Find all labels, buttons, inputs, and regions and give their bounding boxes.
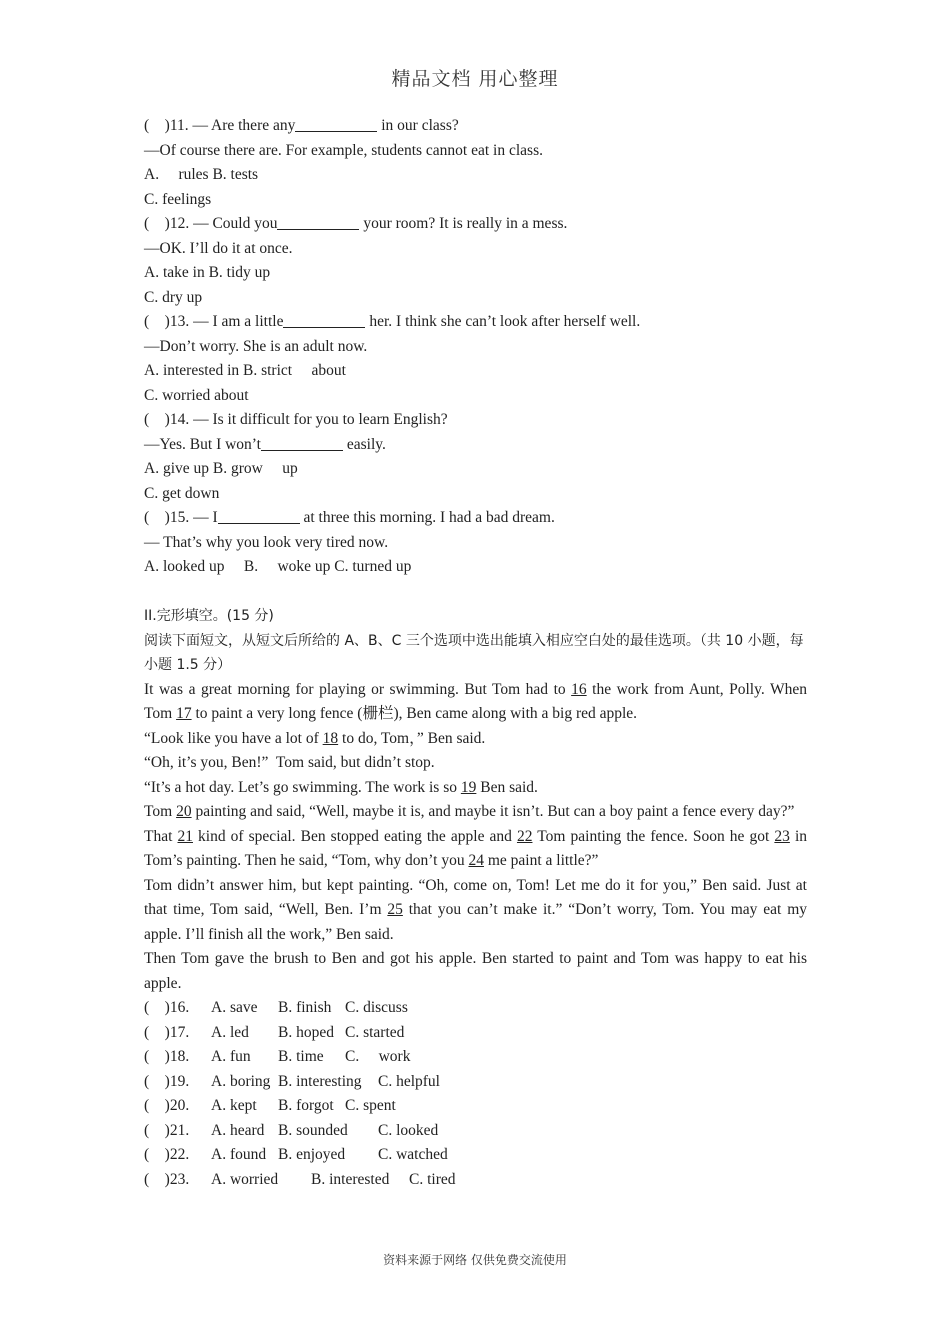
question-15: ( )15. — I at three this morning. I had a bad dream. xyxy=(144,509,555,526)
passage-paragraph: Tom 20 painting and said, “Well, maybe it is, and maybe it isn’t. But can a boy paint a fence every day?” xyxy=(144,803,795,820)
question-14-option-c: C. get down xyxy=(144,484,220,502)
answer-blank xyxy=(218,507,300,524)
blank-number: 25 xyxy=(387,901,403,918)
blank-number: 16 xyxy=(571,680,587,698)
question-12-options-ab: A. take in B. tidy up xyxy=(144,264,271,281)
question-12-option-c: C. dry up xyxy=(144,288,203,306)
answer-blank xyxy=(283,311,365,328)
blank-number: 17 xyxy=(176,705,192,722)
question-12: ( )12. — Could you your room? It is really in a mess. xyxy=(144,215,568,232)
section-instruction: 阅读下面短文，从短文后所给的 A、B、C 三个选项中选出能填入相应空白处的最佳选项。（共 10 小题，每小题 1.5 分） xyxy=(144,632,804,673)
question-14-answer: —Yes. But I won’t easily. xyxy=(144,435,386,453)
question-11: ( )11. — Are there any in our class? xyxy=(144,117,459,134)
page-footer: 资料来源于网络 仅供免费交流使用 xyxy=(383,1253,567,1267)
question-13-options-ab: A. interested in B. strict about xyxy=(144,362,346,379)
page-header: 精品文档 用心整理 xyxy=(391,68,559,90)
question-15-options: A. looked up B. woke up C. turned up xyxy=(144,558,412,575)
passage-paragraph: “It’s a hot day. Let’s go swimming. The work is so 19 Ben said. xyxy=(144,778,538,796)
question-11-answer: —Of course there are. For example, students cannot eat in class. xyxy=(144,141,543,159)
passage-paragraph: Tom didn’t answer him, but kept painting. “Oh, come on, Tom! Let me do it for you,” Ben said. Just at that time, Tom said, “Well, Ben. I’m 25 that you can’t make it.” “Don’t worry, Tom. You may eat my apple. I’ll finish all the work,” Ben said. xyxy=(144,876,807,943)
passage-paragraph: It was a great morning for playing or swimming. But Tom had to 16 the work from Aunt, Polly. When Tom 17 to paint a very long fence (栅栏), Ben came along with a big red apple. xyxy=(144,680,807,722)
passage-paragraph: “Oh, it’s you, Ben!” Tom said, but didn’t stop. xyxy=(144,754,435,771)
option-row: ( )23. A. worried B. interested C. tired xyxy=(144,1170,456,1188)
question-14: ( )14. — Is it difficult for you to learn English? xyxy=(144,411,448,428)
answer-blank xyxy=(277,213,359,230)
passage-paragraph: “Look like you have a lot of 18 to do, Tom，” Ben said. xyxy=(144,729,486,747)
blank-number: 24 xyxy=(468,852,484,869)
question-13-answer: —Don’t worry. She is an adult now. xyxy=(144,337,368,355)
question-12-answer: —OK. I’ll do it at once. xyxy=(144,239,293,257)
blank-number: 18 xyxy=(322,729,339,747)
blank-number: 19 xyxy=(460,778,477,796)
option-row: ( )18. A. fun B. time C. work xyxy=(144,1048,411,1065)
option-row: ( )16. A. save B. finish C. discuss xyxy=(144,999,408,1016)
blank-number: 22 xyxy=(516,827,533,845)
section-title: II.完形填空。(15 分) xyxy=(144,608,274,624)
question-11-options-ab: A. rules B. tests xyxy=(144,166,259,183)
option-row: ( )17. A. led B. hoped C. started xyxy=(144,1023,405,1041)
option-row: ( )20. A. kept B. forgot C. spent xyxy=(144,1097,396,1114)
option-row: ( )19. A. boring B. interesting C. helpful xyxy=(144,1072,440,1090)
blank-number: 21 xyxy=(177,827,193,845)
passage-paragraph: That 21 kind of special. Ben stopped eating the apple and 22 Tom painting the fence. Soon he got 23 in Tom’s painting. Then he said, “Tom, why don’t you 24 me paint a little?” xyxy=(144,827,807,869)
question-11-option-c: C. feelings xyxy=(144,190,212,208)
passage-paragraph: Then Tom gave the brush to Ben and got his apple. Ben started to paint and Tom was happy to eat his apple. xyxy=(144,950,807,992)
question-13: ( )13. — I am a little her. I think she can’t look after herself well. xyxy=(144,313,641,330)
document-body xyxy=(144,114,807,1192)
question-15-answer: — That’s why you look very tired now. xyxy=(144,533,389,551)
blank-number: 20 xyxy=(176,803,192,820)
question-13-option-c: C. worried about xyxy=(144,386,249,404)
question-14-options-ab: A. give up B. grow up xyxy=(144,460,298,477)
answer-blank xyxy=(295,115,377,132)
answer-blank xyxy=(261,434,343,451)
option-row: ( )21. A. heard B. sounded C. looked xyxy=(144,1121,439,1139)
blank-number: 23 xyxy=(774,827,790,845)
option-row: ( )22. A. found B. enjoyed C. watched xyxy=(144,1146,448,1163)
